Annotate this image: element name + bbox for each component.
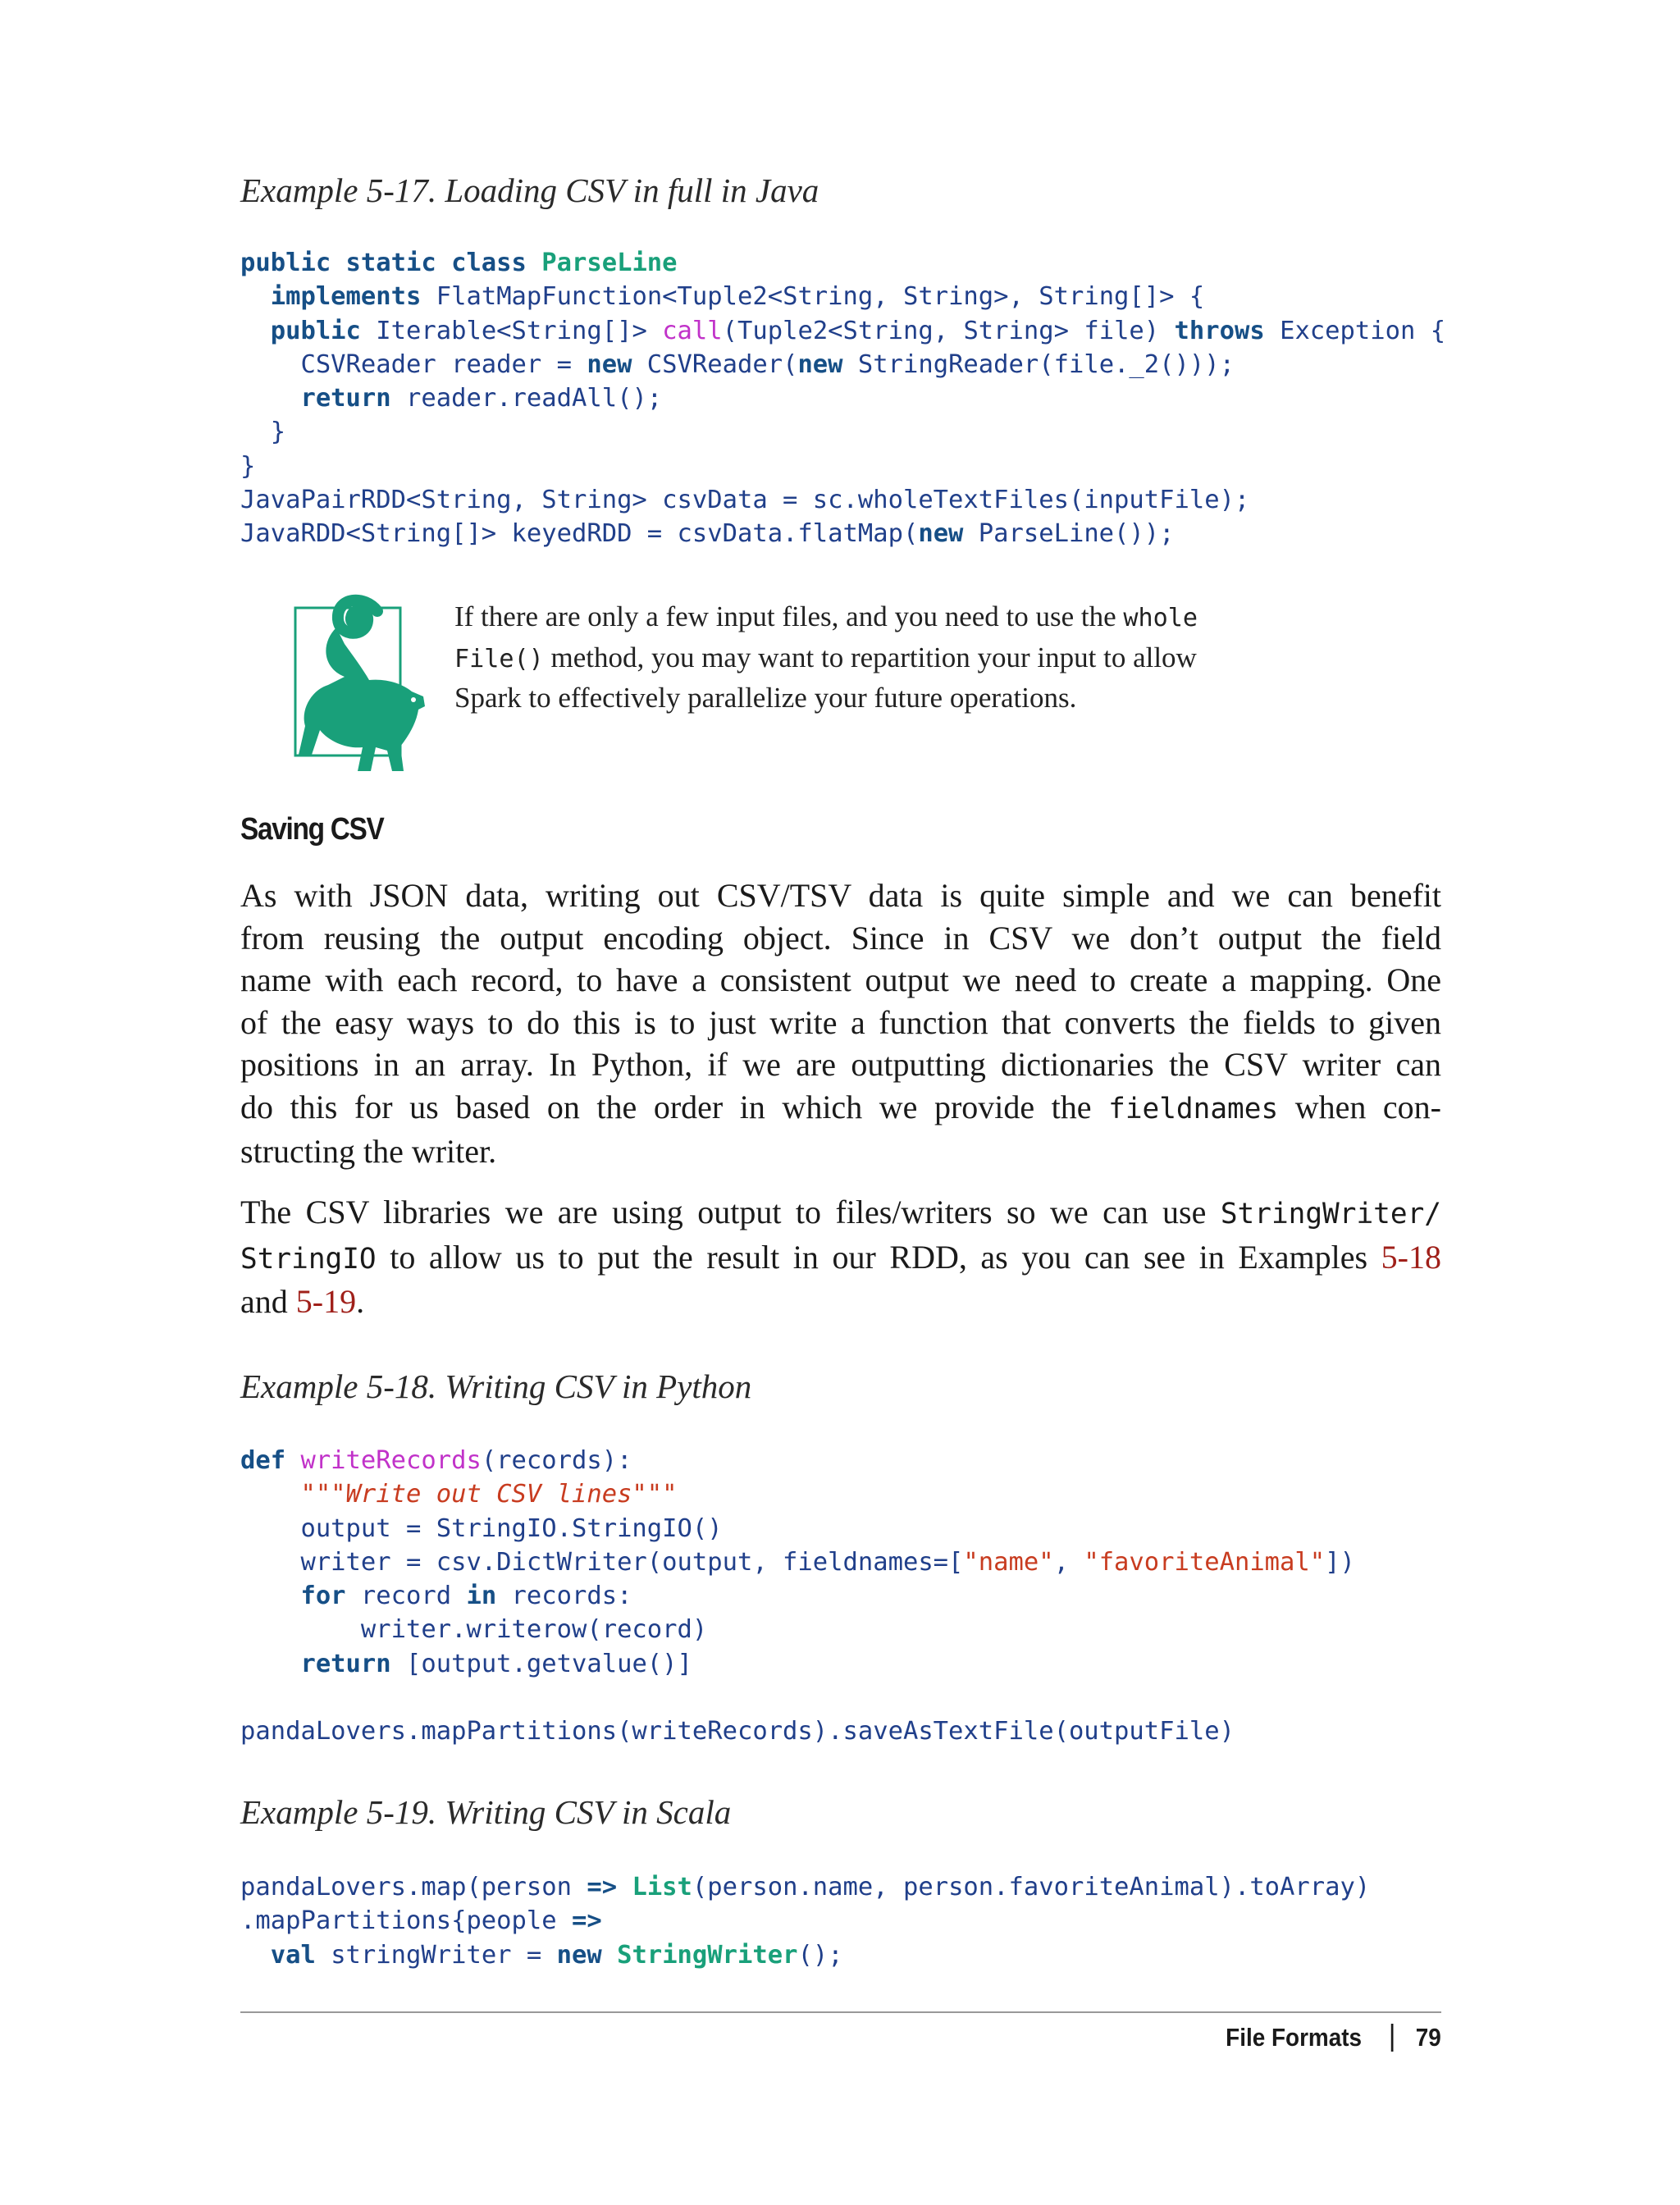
paragraph [240,1191,1441,1323]
inline-code: StringWriter/ [1220,1198,1441,1230]
example-caption: Example 5-19. Writing CSV in Scala [240,1793,732,1831]
code-line: writer = csv.DictWriter(output, fieldnames=["name", "favoriteAnimal"]) [240,1547,1355,1577]
example-link[interactable]: 5-18 [1381,1238,1441,1276]
paragraph [240,874,1441,1173]
code-line: JavaPairRDD<String, String> csvData = sc.wholeTextFiles(inputFile); [240,486,1250,515]
code-block-python [240,1444,1355,1749]
footer-rule [240,2011,1441,2013]
code-line: return reader.readAll(); [300,384,663,413]
code-line: return [output.getvalue()] [300,1649,692,1678]
paragraph-line: positions in an array. In Python, if we are outputting dictionaries the CSV writer can [240,1046,1441,1083]
code-block-scala [240,1870,1370,1972]
paragraph-line: The CSV libraries we are using output to files/writers so we can use StringWriter/ [240,1194,1441,1230]
page-number: 79 [1415,2023,1441,2052]
code-line: public static class ParseLine [240,249,678,277]
code-line: .mapPartitions{people => [240,1906,602,1936]
tip-note: If there are only a few input files, and you need to use the whole File() method, you may want to repartition your input to allow Spark to effectively parallelize your future operations. [454,600,1198,714]
paragraph-line: from reusing the output encoding object. Since in CSV we don’t output the field [240,919,1441,956]
code-line: } [240,451,256,481]
code-line: for record in records: [300,1582,632,1611]
code-line: JavaRDD<String[]> keyedRDD = csvData.flatMap(new ParseLine()); [240,519,1175,549]
section-heading: Saving CSV [240,812,384,847]
example-caption: Example 5-18. Writing CSV in Python [240,1367,752,1405]
code-line: def writeRecords(records): [240,1446,632,1475]
code-line: implements FlatMapFunction<Tuple2<String, String>, String[]> { [270,282,1205,312]
inline-code: File() [454,644,544,673]
paragraph-line: and 5-19. [240,1283,365,1320]
code-line: CSVReader reader = new CSVReader(new StringReader(file._2())); [240,349,1235,379]
footer-separator [1391,2024,1394,2052]
example-caption: Example 5-17. Loading CSV in full in Java [240,171,819,209]
code-line: public Iterable<String[]> call(Tuple2<String, String> file) throws Exception { [270,316,1446,345]
code-line: } [240,418,286,447]
paragraph-line: name with each record, to have a consistent output we need to create a mapping. One [240,961,1441,998]
inline-code: fieldnames [1108,1092,1279,1125]
footer-section-title: File Formats [1226,2023,1363,2052]
paragraph-line: As with JSON data, writing out CSV/TSV data is quite simple and we can benefit [240,877,1441,914]
code-line: val stringWriter = new StringWriter(); [270,1940,843,1970]
inline-code: whole [1123,604,1198,632]
code-line: output = StringIO.StringIO() [240,1513,723,1543]
code-line: writer.writerow(record) [240,1615,708,1645]
code-line: """Write out CSV lines""" [300,1480,678,1509]
code-line: pandaLovers.map(person => List(person.name, person.favoriteAnimal).toArray) [240,1873,1371,1901]
inline-code: StringIO [240,1242,377,1276]
page-footer [1226,2023,1441,2052]
example-link[interactable]: 5-19 [295,1283,357,1320]
lemur-tip-icon [287,587,427,775]
code-line [240,1681,1355,1714]
paragraph-line: structing the writer. [240,1133,497,1170]
paragraph-line: of the easy ways to do this is to just write a function that converts the fields to given [240,1003,1441,1041]
code-line: pandaLovers.mapPartitions(writeRecords).saveAsTextFile(outputFile) [240,1717,1235,1746]
paragraph-line: do this for us based on the order in which we provide the fieldnames when con- [240,1088,1441,1125]
code-block-java [240,246,1445,551]
paragraph-line: StringIO to allow us to put the result in our RDD, as you can see in Examples 5-18 [240,1238,1441,1276]
